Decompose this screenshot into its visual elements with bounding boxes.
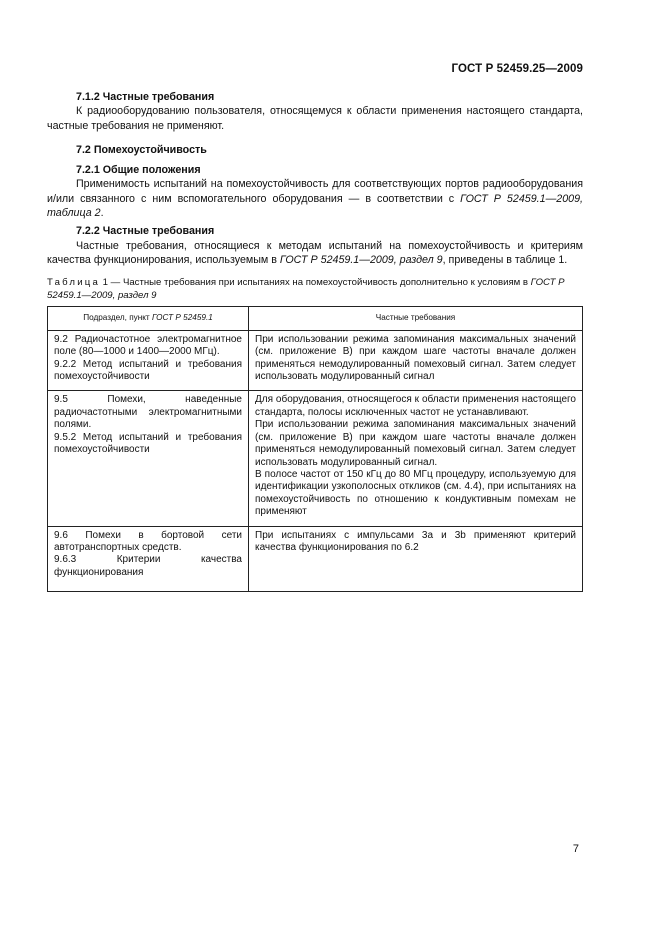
page-number: 7: [572, 843, 579, 855]
table-cell-requirements: Для оборудования, относящегося к области применения настоящего стандарта, полосы исключенных частот не устанавливают. При использовании режима запоминания максимальных значений (см. приложение В) при каждом шаге частоты вначале должен применяться немодулированный помеховый сигнал. Затем следует использовать модулированный сигнал. В полосе частот от 150 кГц до 80 МГц процедуру, используемую для идентификации узкополосных откликов (см. 4.4), при испытаниях на помехоустойчивость по отношению к кондуктивным помехам не применяют: [249, 391, 583, 526]
section-7-2-1-text: Применимость испытаний на помехоустойчивость для соответствующих портов радиооборудования и/или связанного с ним вспомогательного оборудования — в соответствии с ГОСТ Р 52459.1—2009, таблица 2.: [47, 178, 583, 220]
section-7-2-2-text: Частные требования, относящиеся к методам испытаний на помехоустойчивость и критериям качества функционирования, используемым в ГОСТ Р 52459.1—2009, раздел 9, приведены в таблице 1.: [47, 239, 583, 266]
section-7-1-2-heading: 7.1.2 Частные требования: [76, 91, 215, 103]
section-7-2-heading: 7.2 Помехоустойчивость: [76, 143, 207, 156]
table-cell-subsection: 9.5 Помехи, наведенные радиочастотными электромагнитными полями. 9.5.2 Метод испытаний и требования помехоустойчивости: [48, 391, 249, 526]
standard-reference: ГОСТ Р 52459.1—2009, раздел 9: [279, 253, 443, 266]
table-row: [48, 391, 583, 526]
document-body: [47, 90, 583, 592]
table-row: [48, 330, 583, 391]
table-cell-subsection: 9.2 Радиочастотное электромагнитное поле (80—1000 и 1400—2000 МГц). 9.2.2 Метод испытаний и требования помехоустойчивости: [48, 330, 249, 391]
standard-reference: ГОСТ Р 52459.1—2009, таблица 2: [47, 192, 583, 220]
table-row: [48, 526, 583, 592]
column-header-subsection: Подраздел, пункт ГОСТ Р 52459.1: [48, 307, 249, 330]
table-caption: Таблица 1 — Частные требования при испытаниях на помехоустойчивость дополнительно к условиям в ГОСТ Р 52459.1—2009, раздел 9: [47, 277, 565, 301]
table-cell-subsection: 9.6 Помехи в бортовой сети автотранспортных средств. 9.6.3 Критерии качества функционирования: [48, 526, 249, 592]
column-header-requirements: Частные требования: [249, 307, 583, 330]
table-cell-requirements: При испытаниях с импульсами 3а и 3b применяют критерий качества функционирования по 6.2: [249, 526, 583, 592]
requirements-table: [47, 306, 583, 592]
table-header-row: [48, 307, 583, 330]
section-7-1-2-text: К радиооборудованию пользователя, относящемуся к области применения настоящего стандарта, частные требования не применяют.: [47, 105, 583, 132]
section-7-2-2-heading: 7.2.2 Частные требования: [76, 225, 215, 238]
document-number-header: ГОСТ Р 52459.25—2009: [451, 63, 583, 75]
table-cell-requirements: При использовании режима запоминания максимальных значений (см. приложение В) при каждом шаге частоты вначале должен применяться немодулированный помеховый сигнал. Затем следует использовать модулированный сигнал: [249, 330, 583, 391]
section-7-2-1-heading: 7.2.1 Общие положения: [76, 164, 201, 177]
